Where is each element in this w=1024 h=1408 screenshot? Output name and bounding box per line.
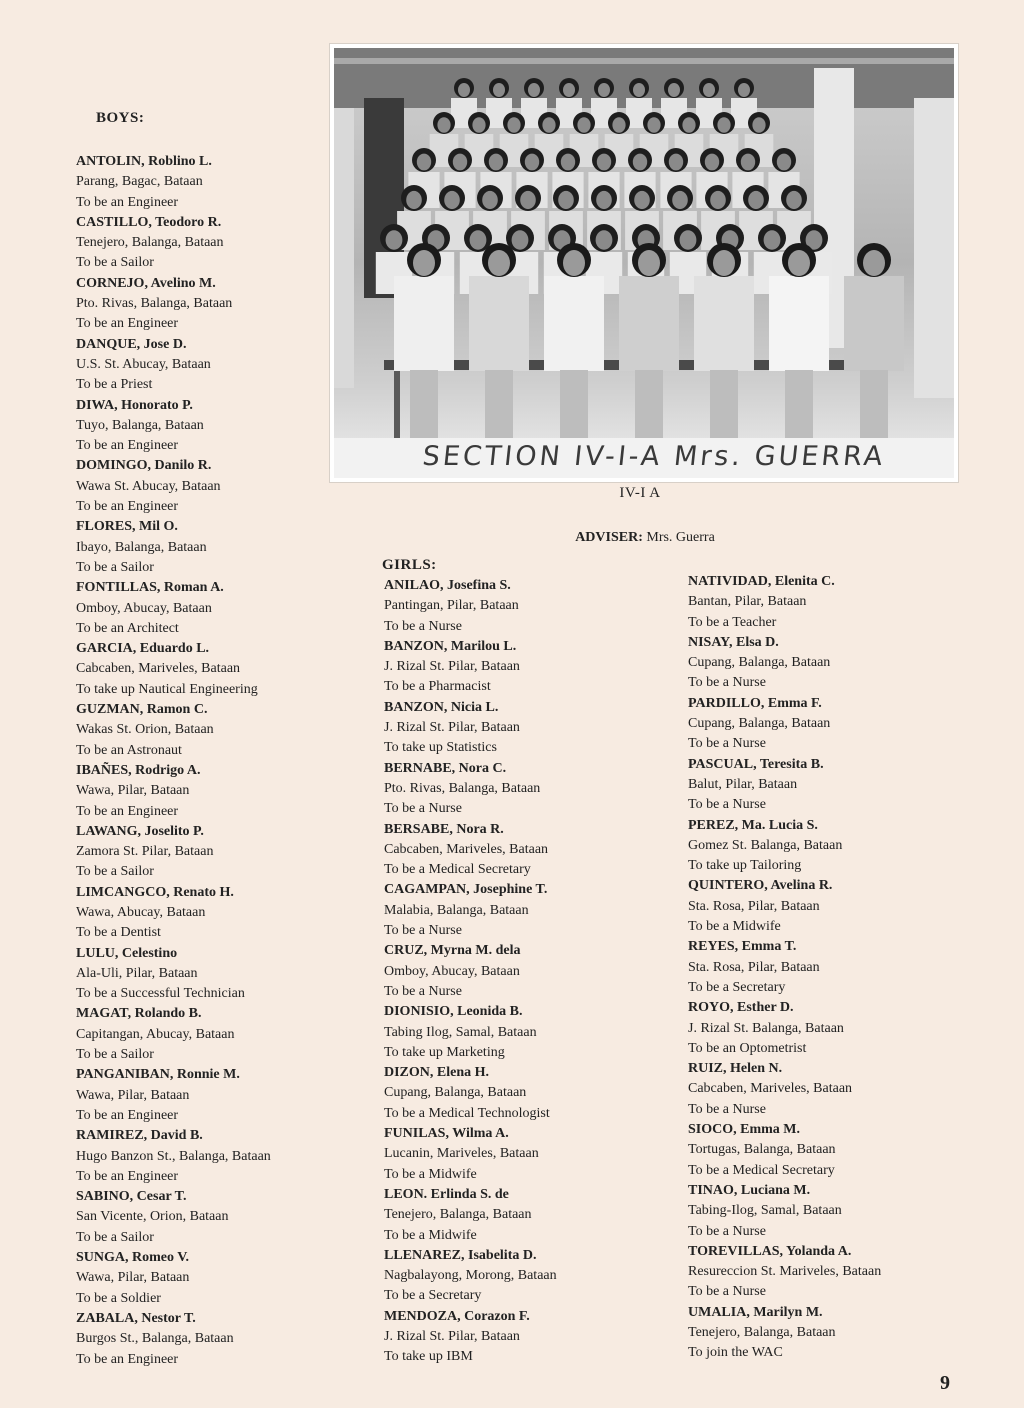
student-ambition: To be an Engineer xyxy=(76,194,179,210)
student-name: BANZON, Nicia L. xyxy=(384,699,499,715)
adviser-name: Mrs. Guerra xyxy=(646,530,715,545)
student-ambition: To take up Marketing xyxy=(384,1044,505,1060)
student-entry xyxy=(76,456,326,517)
student-name: DIZON, Elena H. xyxy=(384,1065,490,1081)
student-entry xyxy=(76,639,326,700)
student-ambition: To be a Nurse xyxy=(688,1284,766,1300)
student-ambition: To be a Sailor xyxy=(76,1229,154,1245)
student-name: BERSABE, Nora R. xyxy=(384,821,504,837)
student-name: GARCIA, Eduardo L. xyxy=(76,641,210,657)
student-name: SABINO, Cesar T. xyxy=(76,1189,187,1205)
student-ambition: To be a Medical Secretary xyxy=(688,1162,835,1178)
student-address: Sta. Rosa, Pilar, Bataan xyxy=(688,959,820,975)
student-entry xyxy=(76,274,326,335)
student-entry xyxy=(384,1246,634,1307)
student-entry xyxy=(688,1303,958,1364)
student-name: FONTILLAS, Roman A. xyxy=(76,580,224,596)
student-entry xyxy=(688,998,958,1059)
student-ambition: To be a Midwife xyxy=(384,1166,477,1182)
student-name: RAMIREZ, David B. xyxy=(76,1128,203,1144)
student-address: Cabcaben, Mariveles, Bataan xyxy=(688,1081,853,1097)
student-name: SIOCO, Emma M. xyxy=(688,1122,800,1138)
adviser-label: ADVISER: xyxy=(575,530,643,545)
student-address: Zamora St. Pilar, Bataan xyxy=(76,844,214,860)
student-ambition: To be a Priest xyxy=(76,377,153,393)
student-ambition: To be a Nurse xyxy=(384,801,462,817)
student-entry xyxy=(384,759,634,820)
student-ambition: To be an Engineer xyxy=(76,1168,179,1184)
student-entry xyxy=(688,694,958,755)
student-entry xyxy=(76,944,326,1005)
student-address: Tenejero, Balanga, Bataan xyxy=(384,1207,532,1223)
student-ambition: To be a Soldier xyxy=(76,1290,161,1306)
class-photo xyxy=(330,44,958,482)
student-entry xyxy=(688,937,958,998)
student-ambition: To take up Nautical Engineering xyxy=(76,681,258,697)
student-address: Sta. Rosa, Pilar, Bataan xyxy=(688,898,820,914)
student-address: Lucanin, Mariveles, Bataan xyxy=(384,1146,539,1162)
student-name: CORNEJO, Avelino M. xyxy=(76,275,216,291)
student-ambition: To be a Secretary xyxy=(688,979,786,995)
girls-list-2 xyxy=(688,572,958,1364)
photo-people xyxy=(334,48,954,478)
student-name: REYES, Emma T. xyxy=(688,939,797,955)
section-label: IV-I A xyxy=(619,485,661,501)
student-address: Tabing-Ilog, Samal, Bataan xyxy=(688,1203,842,1219)
student-name: QUINTERO, Avelina R. xyxy=(688,878,833,894)
student-ambition: To be an Engineer xyxy=(76,1351,179,1367)
student-entry xyxy=(76,761,326,822)
student-name: PANGANIBAN, Ronnie M. xyxy=(76,1067,240,1083)
student-ambition: To be an Optometrist xyxy=(688,1040,807,1056)
student-address: Nagbalayong, Morong, Bataan xyxy=(384,1268,557,1284)
student-address: Cupang, Balanga, Bataan xyxy=(688,716,831,732)
student-name: FUNILAS, Wilma A. xyxy=(384,1126,509,1142)
student-address: Bantan, Pilar, Bataan xyxy=(688,594,807,610)
student-entry xyxy=(76,1004,326,1065)
student-name: DOMINGO, Danilo R. xyxy=(76,458,212,474)
student-address: Cabcaben, Mariveles, Bataan xyxy=(384,841,549,857)
student-entry xyxy=(384,1063,634,1124)
student-ambition: To join the WAC xyxy=(688,1345,783,1361)
student-name: NATIVIDAD, Elenita C. xyxy=(688,574,835,589)
student-ambition: To be a Nurse xyxy=(688,797,766,813)
student-ambition: To be a Sailor xyxy=(76,255,154,271)
student-ambition: To be a Teacher xyxy=(688,614,777,630)
student-name: GUZMAN, Ramon C. xyxy=(76,702,208,718)
student-address: Wawa, Pilar, Bataan xyxy=(76,783,190,799)
student-address: Wakas St. Orion, Bataan xyxy=(76,722,214,738)
student-ambition: To be a Pharmacist xyxy=(384,679,491,695)
student-address: Tabing Ilog, Samal, Bataan xyxy=(384,1024,537,1040)
student-entry xyxy=(688,1242,958,1303)
student-entry xyxy=(688,755,958,816)
student-entry xyxy=(76,1187,326,1248)
student-name: LULU, Celestino xyxy=(76,945,178,961)
student-name: PARDILLO, Emma F. xyxy=(688,695,822,711)
student-name: BERNABE, Nora C. xyxy=(384,760,507,776)
student-ambition: To be a Secretary xyxy=(384,1288,482,1304)
student-ambition: To be an Engineer xyxy=(76,499,179,515)
student-ambition: To be a Successful Technician xyxy=(76,986,245,1002)
student-ambition: To be a Medical Technologist xyxy=(384,1105,550,1121)
student-address: Wawa, Pilar, Bataan xyxy=(76,1270,190,1286)
student-address: Pantingan, Pilar, Bataan xyxy=(384,598,519,614)
student-ambition: To be an Engineer xyxy=(76,438,179,454)
student-entry xyxy=(384,1002,634,1063)
student-address: Tuyo, Balanga, Bataan xyxy=(76,417,204,433)
student-ambition: To be an Architect xyxy=(76,620,179,636)
student-name: CRUZ, Myrna M. dela xyxy=(384,943,521,959)
student-entry xyxy=(688,1181,958,1242)
student-entry xyxy=(688,1059,958,1120)
student-name: UMALIA, Marilyn M. xyxy=(688,1304,823,1320)
student-name: MENDOZA, Corazon F. xyxy=(384,1308,530,1324)
student-address: Tortugas, Balanga, Bataan xyxy=(688,1142,836,1158)
student-name: LLENAREZ, Isabelita D. xyxy=(384,1247,537,1263)
student-address: Parang, Bagac, Bataan xyxy=(76,174,203,190)
student-name: MAGAT, Rolando B. xyxy=(76,1006,202,1022)
student-name: BANZON, Marilou L. xyxy=(384,638,517,654)
student-address: Wawa, Abucay, Bataan xyxy=(76,904,206,920)
student-entry xyxy=(384,576,634,637)
student-address: Tenejero, Balanga, Bataan xyxy=(688,1324,836,1340)
student-name: ANTOLIN, Roblino L. xyxy=(76,154,212,169)
student-name: DANQUE, Jose D. xyxy=(76,336,187,352)
student-ambition: To take up Tailoring xyxy=(688,858,802,874)
student-name: SUNGA, Romeo V. xyxy=(76,1250,190,1266)
student-entry xyxy=(384,820,634,881)
student-entry xyxy=(384,1185,634,1246)
student-address: J. Rizal St. Pilar, Bataan xyxy=(384,1328,520,1344)
student-ambition: To be a Nurse xyxy=(688,675,766,691)
student-address: Resureccion St. Mariveles, Bataan xyxy=(688,1264,882,1280)
student-name: ZABALA, Nestor T. xyxy=(76,1310,196,1326)
girls-list-1 xyxy=(384,576,634,1368)
student-ambition: To be a Nurse xyxy=(688,1223,766,1239)
student-entry xyxy=(76,335,326,396)
student-name: NISAY, Elsa D. xyxy=(688,634,779,650)
student-entry xyxy=(688,876,958,937)
student-entry xyxy=(688,572,958,633)
student-name: DIONISIO, Leonida B. xyxy=(384,1004,523,1020)
student-address: Ibayo, Balanga, Bataan xyxy=(76,539,207,555)
student-ambition: To be a Nurse xyxy=(384,983,462,999)
student-entry xyxy=(384,637,634,698)
student-name: LEON. Erlinda S. de xyxy=(384,1186,509,1202)
student-address: U.S. St. Abucay, Bataan xyxy=(76,356,211,372)
student-ambition: To be a Sailor xyxy=(76,1047,154,1063)
student-entry xyxy=(76,396,326,457)
student-address: San Vicente, Orion, Bataan xyxy=(76,1209,229,1225)
student-entry xyxy=(76,152,326,213)
student-entry xyxy=(76,883,326,944)
page-number: 9 xyxy=(940,1372,950,1394)
student-name: TINAO, Luciana M. xyxy=(688,1182,811,1198)
student-ambition: To be an Engineer xyxy=(76,316,179,332)
student-address: J. Rizal St. Pilar, Bataan xyxy=(384,659,520,675)
student-ambition: To be an Engineer xyxy=(76,803,179,819)
student-address: Gomez St. Balanga, Bataan xyxy=(688,837,843,853)
student-entry xyxy=(384,1124,634,1185)
student-address: J. Rizal St. Balanga, Bataan xyxy=(688,1020,844,1036)
student-address: Pto. Rivas, Balanga, Bataan xyxy=(384,780,541,796)
student-address: J. Rizal St. Pilar, Bataan xyxy=(384,720,520,736)
student-name: DIWA, Honorato P. xyxy=(76,397,193,413)
adviser-line xyxy=(555,530,735,546)
student-name: LAWANG, Joselito P. xyxy=(76,823,204,839)
student-name: ROYO, Esther D. xyxy=(688,1000,794,1016)
student-ambition: To be a Nurse xyxy=(688,736,766,752)
student-entry xyxy=(76,822,326,883)
student-name: CAGAMPAN, Josephine T. xyxy=(384,882,548,898)
student-address: Wawa St. Abucay, Bataan xyxy=(76,478,221,494)
student-address: Capitangan, Abucay, Bataan xyxy=(76,1026,235,1042)
class-photo-image xyxy=(334,48,954,478)
student-name: ANILAO, Josefina S. xyxy=(384,578,511,593)
student-address: Cupang, Balanga, Bataan xyxy=(688,655,831,671)
student-address: Omboy, Abucay, Bataan xyxy=(384,963,520,979)
student-entry xyxy=(688,1120,958,1181)
student-entry xyxy=(384,880,634,941)
student-ambition: To be a Nurse xyxy=(384,618,462,634)
student-ambition: To be an Engineer xyxy=(76,1107,179,1123)
boys-heading: BOYS: xyxy=(96,110,145,126)
student-address: Cupang, Balanga, Bataan xyxy=(384,1085,527,1101)
student-entry xyxy=(384,941,634,1002)
student-entry xyxy=(384,1307,634,1368)
student-entry xyxy=(688,816,958,877)
student-entry xyxy=(76,1065,326,1126)
student-entry xyxy=(384,698,634,759)
student-address: Tenejero, Balanga, Bataan xyxy=(76,235,224,251)
student-entry xyxy=(76,700,326,761)
student-name: PASCUAL, Teresita B. xyxy=(688,756,824,772)
boys-list xyxy=(76,152,326,1370)
student-name: RUIZ, Helen N. xyxy=(688,1061,783,1077)
student-name: PEREZ, Ma. Lucia S. xyxy=(688,817,818,833)
student-address: Pto. Rivas, Balanga, Bataan xyxy=(76,296,233,312)
student-address: Omboy, Abucay, Bataan xyxy=(76,600,212,616)
student-address: Balut, Pilar, Bataan xyxy=(688,776,798,792)
student-ambition: To be a Nurse xyxy=(688,1101,766,1117)
student-ambition: To take up IBM xyxy=(384,1349,473,1365)
student-entry xyxy=(76,517,326,578)
student-ambition: To be a Sailor xyxy=(76,864,154,880)
student-ambition: To be a Medical Secretary xyxy=(384,862,531,878)
student-ambition: To be a Sailor xyxy=(76,559,154,575)
student-name: TOREVILLAS, Yolanda A. xyxy=(688,1243,852,1259)
student-address: Cabcaben, Mariveles, Bataan xyxy=(76,661,241,677)
student-address: Malabia, Balanga, Bataan xyxy=(384,902,529,918)
student-address: Ala-Uli, Pilar, Bataan xyxy=(76,965,198,981)
student-ambition: To be a Nurse xyxy=(384,923,462,939)
student-ambition: To be an Astronaut xyxy=(76,742,182,758)
student-ambition: To be a Dentist xyxy=(76,925,161,941)
student-name: IBAÑES, Rodrigo A. xyxy=(76,762,201,778)
student-name: CASTILLO, Teodoro R. xyxy=(76,214,222,230)
student-name: FLORES, Mil O. xyxy=(76,519,178,535)
student-entry xyxy=(76,1126,326,1187)
student-entry xyxy=(76,1248,326,1309)
student-ambition: To be a Midwife xyxy=(384,1227,477,1243)
student-address: Wawa, Pilar, Bataan xyxy=(76,1087,190,1103)
student-entry xyxy=(76,1309,326,1370)
girls-heading: GIRLS: xyxy=(382,557,437,573)
photo-caption: SECTION IV-I-A Mrs. GUERRA xyxy=(421,441,887,472)
student-address: Hugo Banzon St., Balanga, Bataan xyxy=(76,1148,271,1164)
student-address: Burgos St., Balanga, Bataan xyxy=(76,1331,234,1347)
student-ambition: To take up Statistics xyxy=(384,740,497,756)
student-entry xyxy=(76,578,326,639)
student-entry xyxy=(76,213,326,274)
student-entry xyxy=(688,633,958,694)
student-name: LIMCANGCO, Renato H. xyxy=(76,884,234,900)
student-ambition: To be a Midwife xyxy=(688,919,781,935)
